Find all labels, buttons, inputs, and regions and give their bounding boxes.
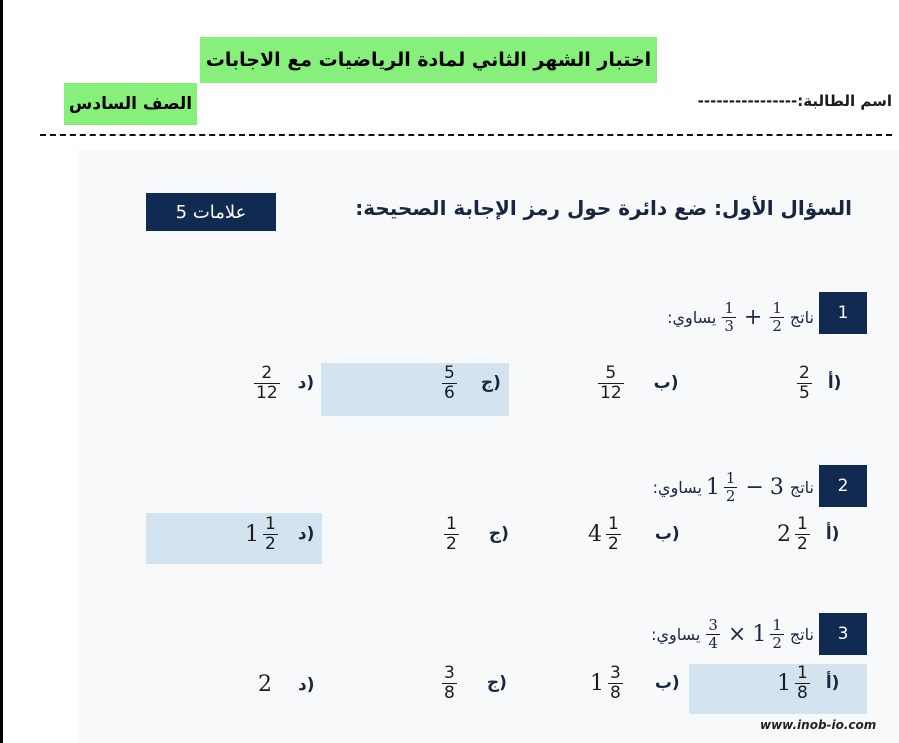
q3-option-d-letter: د) xyxy=(298,674,315,695)
header-divider xyxy=(40,134,892,136)
section-title-strong: السؤال الأول: xyxy=(714,196,852,220)
q3-option-a-whole: 1 xyxy=(777,670,791,696)
q2-operator: − xyxy=(745,474,764,500)
q2-option-c-value: $\frac{1}{2}$ xyxy=(446,514,457,554)
q3-mixed-whole: 1 xyxy=(752,621,767,647)
question-2-text xyxy=(653,462,814,512)
q2-option-c-letter: ج) xyxy=(488,524,509,545)
q2-option-b[interactable] xyxy=(588,515,680,553)
q1-option-b-value: $\frac{5}{12}$ xyxy=(600,363,622,403)
q2-option-c[interactable] xyxy=(442,515,509,553)
q1-option-a[interactable] xyxy=(795,364,841,402)
q1-option-c-value: $\frac{5}{6}$ xyxy=(444,363,455,403)
q2-option-b-whole: 4 xyxy=(588,521,602,547)
q3-option-b-whole: 1 xyxy=(590,670,604,696)
exam-title: اختبار الشهر الثاني لمادة الرياضيات مع الاجابات xyxy=(200,37,657,83)
q3-option-d[interactable] xyxy=(258,672,315,697)
q3-option-b-value: $\frac{3}{8}$ xyxy=(610,663,621,703)
question-1-prefix: ناتج xyxy=(789,307,814,327)
q1-option-b[interactable] xyxy=(596,364,679,402)
page-left-border xyxy=(0,0,3,743)
q3-option-a-value: $\frac{1}{8}$ xyxy=(797,663,808,703)
q3-option-a-letter: أ) xyxy=(825,673,840,694)
q2-mixed-whole: 1 xyxy=(705,474,720,500)
question-2-expression xyxy=(706,470,786,504)
question-2-number: 2 xyxy=(819,465,867,507)
q2-option-d[interactable] xyxy=(245,515,314,553)
q2-option-d-whole: 1 xyxy=(245,521,259,547)
question-2-prefix: ناتج xyxy=(789,477,814,497)
q1-operator: + xyxy=(743,304,763,330)
q3-option-d-value: 2 xyxy=(258,672,272,697)
q3-option-b-letter: ب) xyxy=(654,673,680,694)
q2-option-b-value: $\frac{1}{2}$ xyxy=(608,514,619,554)
q1-fraction-a: $\frac{1}{3}$ xyxy=(724,299,734,335)
q3-option-b[interactable] xyxy=(590,664,680,702)
question-3-expression xyxy=(704,617,786,651)
q1-option-b-letter: ب) xyxy=(653,373,679,394)
q3-operator: × xyxy=(727,621,747,647)
q3-option-a[interactable] xyxy=(777,664,839,702)
q2-option-a-whole: 2 xyxy=(777,521,791,547)
website-watermark: www.inob-io.com xyxy=(760,718,877,732)
student-name-label: اسم الطالبة: xyxy=(797,92,892,110)
question-3-number: 3 xyxy=(819,613,867,655)
q2-option-b-letter: ب) xyxy=(654,524,680,545)
q1-option-a-value: $\frac{2}{5}$ xyxy=(799,363,810,403)
q2-option-d-value: $\frac{1}{2}$ xyxy=(265,514,276,554)
q2-mixed-fraction: $\frac{1}{2}$ xyxy=(725,469,736,505)
student-name-blank: ---------------- xyxy=(697,92,798,110)
q2-option-a[interactable] xyxy=(777,515,839,553)
section-title xyxy=(355,196,852,220)
question-1-number: 1 xyxy=(819,292,867,334)
q3-option-c-letter: ج) xyxy=(486,673,507,694)
question-1-text xyxy=(667,292,814,342)
question-1-suffix: يساوي: xyxy=(667,307,717,327)
section-title-rest: ضع دائرة حول رمز الإجابة الصحيحة: xyxy=(355,196,715,220)
marks-badge: 5 علامات xyxy=(146,193,276,231)
question-3-text xyxy=(651,608,814,660)
grade-label: الصف السادس xyxy=(64,83,197,125)
q1-option-c[interactable] xyxy=(440,364,501,402)
question-3-prefix: ناتج xyxy=(789,624,814,644)
question-2-suffix: يساوي: xyxy=(652,477,702,497)
q1-option-d-letter: د) xyxy=(297,373,315,394)
student-name-line xyxy=(592,92,892,110)
q3-mixed-fraction: $\frac{1}{2}$ xyxy=(772,616,782,652)
question-3-suffix: يساوي: xyxy=(651,624,701,644)
q1-option-d[interactable] xyxy=(252,364,314,402)
q1-option-d-value: $\frac{2}{12}$ xyxy=(256,363,278,403)
q2-whole: 3 xyxy=(769,474,784,500)
question-1-expression xyxy=(720,300,786,334)
q2-option-d-letter: د) xyxy=(297,524,315,545)
q3-fraction-a: $\frac{3}{4}$ xyxy=(708,616,718,652)
q2-option-a-value: $\frac{1}{2}$ xyxy=(797,514,808,554)
q3-option-c[interactable] xyxy=(440,664,507,702)
q1-fraction-b: $\frac{1}{2}$ xyxy=(772,299,782,335)
q1-option-c-letter: ج) xyxy=(480,373,501,394)
q3-option-c-value: $\frac{3}{8}$ xyxy=(444,663,455,703)
q1-option-a-letter: أ) xyxy=(827,373,842,394)
q2-option-a-letter: أ) xyxy=(825,524,840,545)
